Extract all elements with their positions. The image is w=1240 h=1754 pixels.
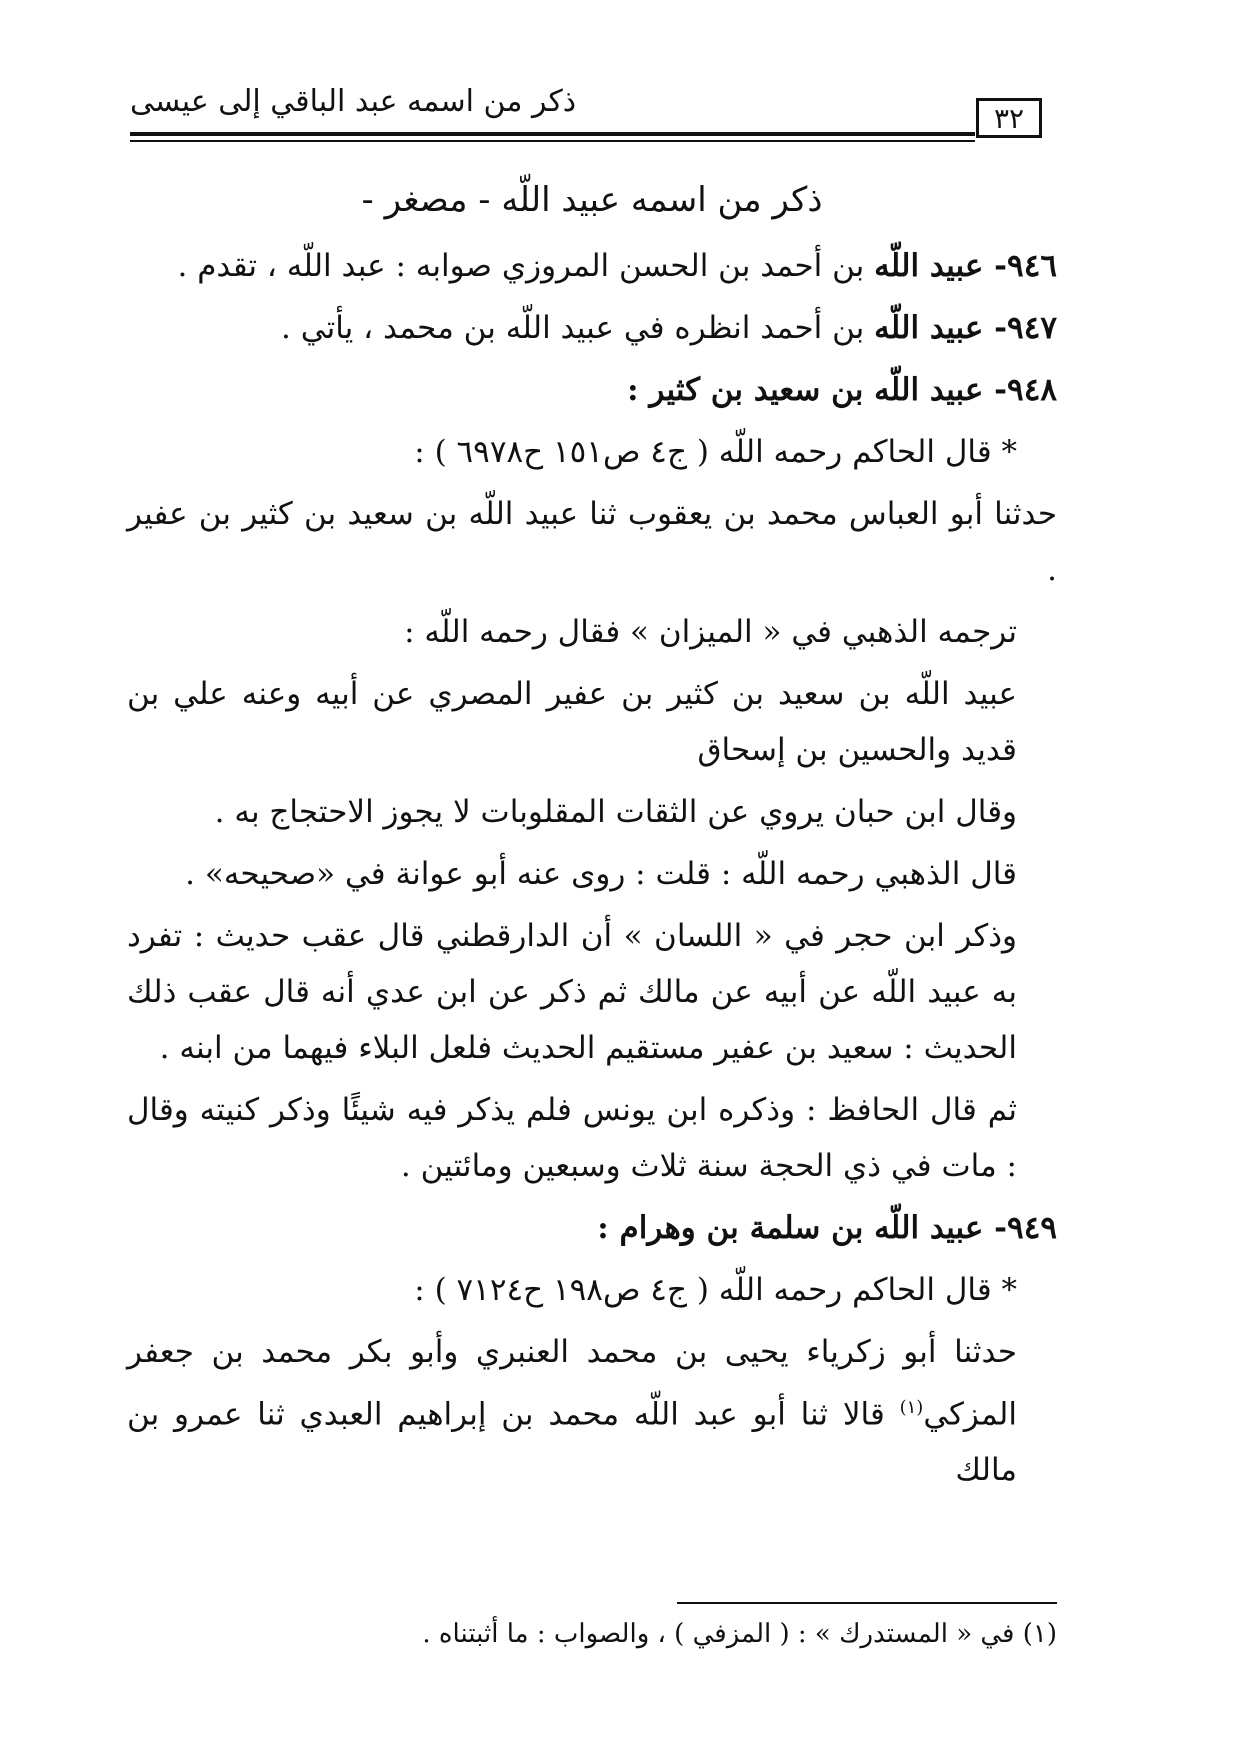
entry-text: بن أحمد بن الحسن المروزي صوابه : عبد اللّه ، تقدم .: [177, 248, 875, 284]
entry-946: [127, 238, 1057, 294]
paragraph: حدثنا أبو العباس محمد بن يعقوب ثنا عبيد اللّه بن سعيد بن كثير بن عفير .: [127, 496, 1057, 588]
entry-number: ٩٤٩-: [983, 1210, 1057, 1246]
entry-name: عبيد اللّه بن سعيد بن كثير :: [627, 372, 984, 408]
running-title: ذكر من اسمه عبد الباقي إلى عيسى: [130, 84, 577, 119]
footnote: (١) في « المستدرك » : ( المزفي ) ، والصواب : ما أثبتناه .: [422, 1619, 1057, 1649]
running-header: [120, 78, 1050, 135]
entry-947: [127, 300, 1057, 356]
footnote-rule: [677, 1602, 1057, 1604]
paragraph-text: قالا ثنا أبو عبد اللّه محمد بن إبراهيم العبدي ثنا عمرو بن مالك: [127, 1396, 1017, 1489]
entry-number: ٩٤٧-: [983, 310, 1057, 346]
paragraph-text: حدثنا أبو زكرياء يحيى بن محمد العنبري وأبو بكر محمد بن جعفر المزكي: [127, 1334, 1017, 1433]
paragraph: ثم قال الحافظ : وذكره ابن يونس فلم يذكر فيه شيئًا وذكر كنيته وقال : مات في ذي الحجة سنة ثلاث وسبعين ومائتين .: [127, 1092, 1017, 1184]
paragraph: عبيد اللّه بن سعيد بن كثير بن عفير المصري عن أبيه وعنه علي بن قديد والحسين بن إسحاق: [127, 676, 1017, 768]
paragraph: ترجمه الذهبي في « الميزان » فقال رحمه اللّه :: [404, 614, 1017, 650]
entry-number: ٩٤٨-: [983, 372, 1057, 408]
entry-name: عبيد اللّه بن سلمة بن وهرام :: [597, 1210, 984, 1246]
citation-948: * قال الحاكم رحمه اللّه ( ج٤ ص١٥١ ح٦٩٧٨ ) :: [414, 434, 1017, 470]
header-rule-thick: [130, 132, 975, 136]
page-number: ٣٢: [976, 98, 1042, 138]
header-rule-thin: [130, 140, 975, 142]
entry-948: [127, 362, 1057, 418]
entry-text: بن أحمد انظره في عبيد اللّه بن محمد ، يأتي .: [281, 310, 875, 346]
main-text: [127, 180, 1057, 1504]
paragraph: وقال ابن حبان يروي عن الثقات المقلوبات لا يجوز الاحتجاج به .: [214, 794, 1017, 830]
entry-name: عبيد اللّه: [874, 248, 984, 284]
entry-name: عبيد اللّه: [874, 310, 984, 346]
paragraph: [127, 1324, 1057, 1498]
section-heading: ذكر من اسمه عبيد اللّه - مصغر -: [361, 180, 823, 220]
paragraph: وذكر ابن حجر في « اللسان » أن الدارقطني قال عقب حديث : تفرد به عبيد اللّه عن أبيه عن مالك ثم ذكر عن ابن عدي أنه قال عقب ذلك الحديث : سعيد بن عفير مستقيم الحديث فلعل البلاء فيهما من ابنه .: [127, 918, 1017, 1066]
footnote-marker: (١): [899, 1397, 924, 1418]
paragraph: قال الذهبي رحمه اللّه : قلت : روى عنه أبو عوانة في «صحيحه» .: [185, 856, 1017, 892]
entry-949: [127, 1200, 1057, 1256]
entry-number: ٩٤٦-: [983, 248, 1057, 284]
citation-949: * قال الحاكم رحمه اللّه ( ج٤ ص١٩٨ ح٧١٢٤ ) :: [414, 1272, 1017, 1308]
